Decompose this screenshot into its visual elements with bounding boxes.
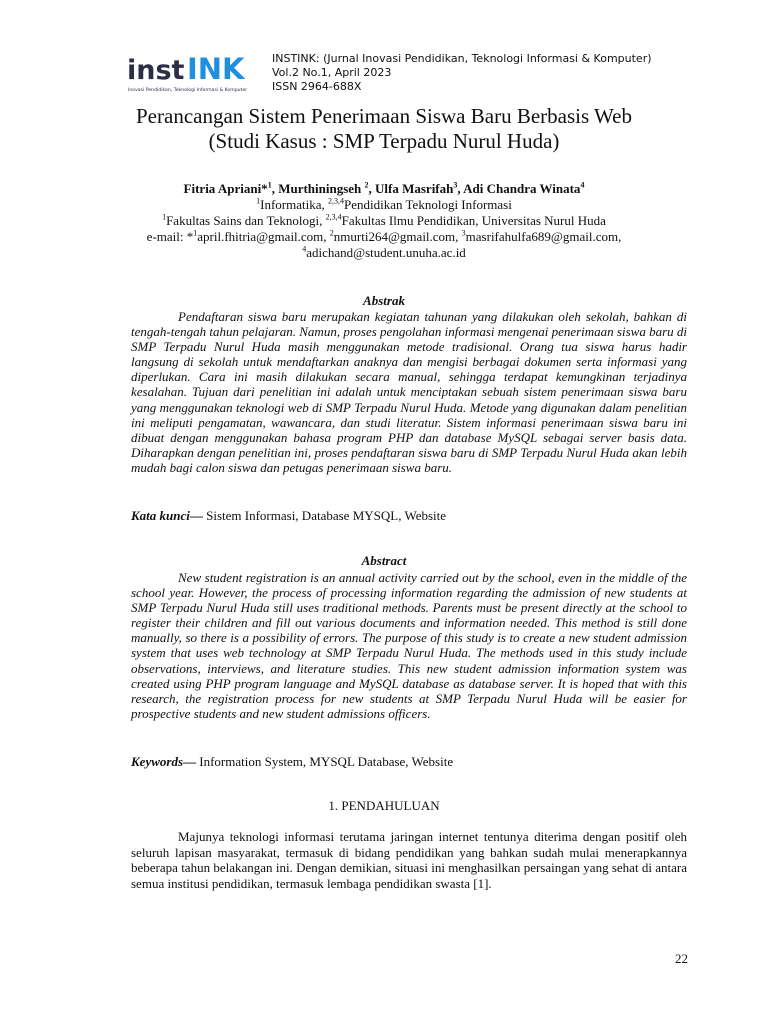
- author-1: Fitria Apriani*: [183, 181, 268, 196]
- author-3-sup: 3: [453, 180, 458, 190]
- author-1-sup: 1: [267, 180, 272, 190]
- affiliation-line-2: [0, 213, 768, 229]
- kata-kunci-dash: —: [189, 508, 207, 523]
- journal-name: INSTINK: (Jurnal Inovasi Pendidikan, Teknologi Informasi & Komputer): [272, 52, 652, 65]
- abstrak-heading: Abstrak: [363, 293, 405, 308]
- keywords: [131, 754, 687, 769]
- affiliation-line-1: [0, 197, 768, 213]
- author-block: [0, 181, 768, 261]
- logo-wordmark-right: INK: [187, 52, 245, 86]
- keywords-text: Information System, MYSQL Database, Website: [199, 754, 454, 769]
- logo-wordmark-left: inst: [127, 55, 185, 86]
- aff2-sup-2: 2,3,4: [325, 212, 342, 222]
- kata-kunci: [131, 508, 687, 523]
- title-line-2: (Studi Kasus : SMP Terpadu Nurul Huda): [208, 129, 560, 153]
- author-3: , Ulfa Masrifah: [368, 181, 454, 196]
- logo-tagline: Inovasi Pendidikan, Teknologi Informasi & Komputer: [128, 88, 248, 93]
- author-names: [0, 181, 768, 197]
- aff2-sup-1: 1: [162, 212, 167, 222]
- abstract-heading: Abstract: [361, 553, 407, 568]
- email-1: april.fhitria@gmail.com,: [197, 229, 330, 244]
- kata-kunci-text: Sistem Informasi, Database MYSQL, Website: [206, 508, 447, 523]
- aff2-text-1: Fakultas Sains dan Teknologi,: [166, 213, 326, 228]
- journal-logo: [127, 48, 267, 94]
- email-sup-3: 3: [461, 228, 466, 238]
- abstract-text: New student registration is an annual activity carried out by the school, even in the middle of the school year. However, the process of processing information regarding the admission of new students at SMP Terpadu Nurul Huda still uses traditional methods. Parents must be present directly at the school to register their children and fill out various documents and information needed. This method is still done manually, so there is a possibility of errors. The purpose of this study is to create a new student admission system that uses web technology at SMP Terpadu Nurul Huda. The methods used in this study include observations, interviews, and literature studies. This new student admission information system was created using PHP program language and MySQL database as database server. It is hoped that with this research, the registration process for new students at SMP Terpadu Nurul Huda will be easier for prospective students and new student admissions officers.: [131, 570, 687, 721]
- section-heading: 1. PENDAHULUAN: [328, 798, 440, 813]
- email-sup-1: 1: [193, 228, 198, 238]
- abstrak-text: Pendaftaran siswa baru merupakan kegiatan tahunan yang dilakukan oleh sekolah, bahkan di tengah-tengah tahun pelajaran. Namun, proses pengolahan informasi mengenai penerimaan siswa baru di SMP Terpadu Nurul Huda masih menggunakan metode tradisional. Orang tua siswa harus hadir langsung di sekolah untuk mendaftarkan anaknya dan mengisi berbagai dokumen serta informasi yang diperlukan. Cara ini masih dilakukan secara manual, sehingga terdapat kemungkinan terjadinya kesalahan. Tujuan dari penelitian ini adalah untuk menciptakan sebuah sistem penerimaan siswa baru yang menggunakan teknologi web di SMP Terpadu Nurul Huda. Metode yang digunakan dalam penelitian ini meliputi pengamatan, wawancara, dan studi literatur. Sistem informasi penerimaan siswa baru ini dibuat dengan menggunakan bahasa program PHP dan database MySQL sebagai server basis data. Diharapkan dengan penelitian ini, proses pendaftaran siswa baru di SMP Terpadu Nurul Huda akan lebih mudah bagi calon siswa dan petugas penerimaan siswa baru.: [131, 309, 687, 475]
- email-4: adichand@student.unuha.ac.id: [306, 245, 466, 260]
- author-2-sup: 2: [364, 180, 369, 190]
- kata-kunci-label: Kata kunci: [131, 508, 190, 523]
- author-4-sup: 4: [580, 180, 585, 190]
- aff1-sup-2: 2,3,4: [328, 196, 345, 206]
- aff1-text-1: Informatika,: [260, 197, 329, 212]
- author-2: , Murthiningseh: [271, 181, 365, 196]
- aff2-text-2: Fakultas Ilmu Pendidikan, Universitas Nurul Huda: [341, 213, 606, 228]
- email-line-1: [0, 229, 768, 245]
- section-body: Majunya teknologi informasi terutama jaringan internet tentunya diterima dengan positif oleh seluruh lapisan masyarakat, termasuk di bidang pendidikan yang bahkan sudah mulai menerapkannya beberapa tahun belakangan ini. Dengan demikian, situasi ini menghasilkan persaingan yang sehat di antara semua institusi pendidikan, termasuk lembaga pendidikan swasta [1].: [131, 829, 687, 891]
- aff1-sup-1: 1: [256, 196, 261, 206]
- email-sup-2: 2: [329, 228, 334, 238]
- email-sup-4: 4: [302, 244, 307, 254]
- page-number: 22: [675, 951, 688, 966]
- journal-volume: Vol.2 No.1, April 2023: [272, 66, 392, 79]
- email-3: masrifahulfa689@gmail.com,: [465, 229, 622, 244]
- keywords-label: Keywords: [131, 754, 183, 769]
- keywords-dash: —: [183, 754, 200, 769]
- email-prefix: e-mail: *: [146, 229, 194, 244]
- title-line-1: Perancangan Sistem Penerimaan Siswa Baru Berbasis Web: [136, 104, 632, 128]
- email-2: nmurti264@gmail.com,: [333, 229, 462, 244]
- aff1-text-2: Pendidikan Teknologi Informasi: [344, 197, 512, 212]
- journal-issn: ISSN 2964-688X: [272, 80, 362, 93]
- email-line-2: [0, 245, 768, 261]
- author-4: , Adi Chandra Winata: [457, 181, 581, 196]
- paper-title: [0, 104, 768, 154]
- journal-info: [272, 52, 652, 94]
